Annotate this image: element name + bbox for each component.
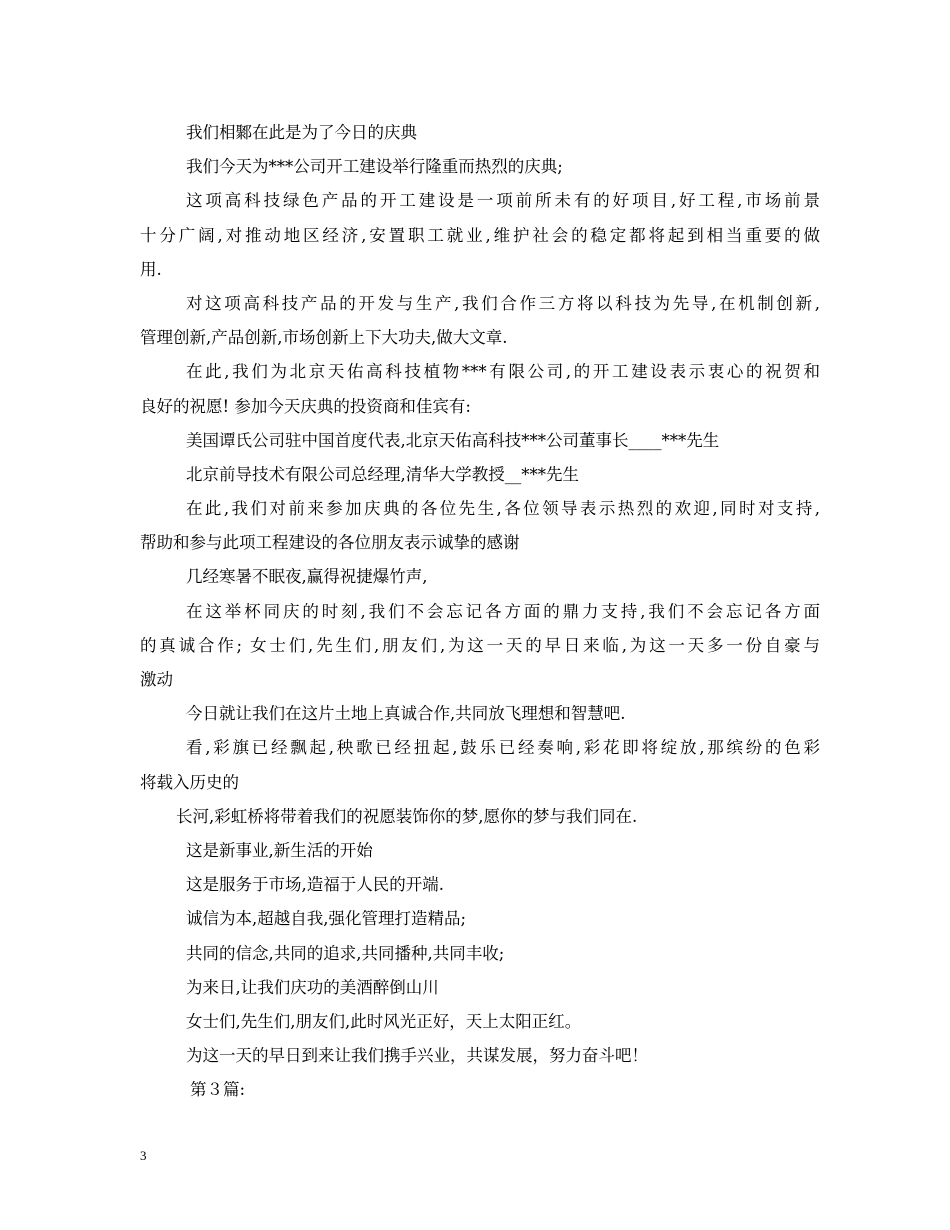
text-line: 为这一天的早日到来让我们携手兴业，共谋发展，努力奋斗吧！ <box>186 1046 648 1066</box>
section-heading: 第３篇: <box>190 1080 246 1100</box>
text-line: 看,彩旗已经飘起,秧歌已经扭起,鼓乐已经奏响,彩花即将绽放,那缤纷的色彩 <box>186 738 820 758</box>
text-line: 良好的祝愿! 参加今天庆典的投资商和佳宾有: <box>140 396 471 416</box>
text-line: 诚信为本,超越自我,强化管理打造精品; <box>186 909 467 929</box>
text-line: 在此,我们对前来参加庆典的各位先生,各位领导表示热烈的欢迎,同时对支持, <box>186 499 820 519</box>
text-line: 这是服务于市场,造福于人民的开端. <box>186 875 444 895</box>
document-body <box>140 116 820 1107</box>
text-line: 今日就让我们在这片土地上真诚合作,共同放飞理想和智慧吧. <box>186 704 626 724</box>
text-line: 管理创新,产品创新,市场创新上下大功夫,做大文章. <box>140 328 508 348</box>
text-line: 我们相鄹在此是为了今日的庆典 <box>186 123 417 142</box>
text-line: 共同的信念,共同的追求,共同播种,共同丰收; <box>186 943 505 963</box>
text-line: 在这举杯同庆的时刻,我们不会忘记各方面的鼎力支持,我们不会忘记各方面 <box>186 601 820 621</box>
text-line: 的真诚合作; 女士们,先生们,朋友们,为这一天的早日来临,为这一天多一份自豪与 <box>140 635 820 655</box>
text-line: 将载入历史的 <box>140 772 239 792</box>
page-number: 3 <box>140 1148 147 1163</box>
text-line: 十分广阔,对推动地区经济,安置职工就业,维护社会的稳定都将起到相当重要的做 <box>140 225 820 245</box>
text-line: 在此,我们为北京天佑高科技植物***有限公司,的开工建设表示衷心的祝贺和 <box>186 362 820 382</box>
text-line: 美国谭氏公司驻中国首度代表,北京天佑高科技***公司董事长____***先生 <box>186 430 720 450</box>
text-line: 为来日,让我们庆功的美酒醉倒山川 <box>186 977 439 997</box>
text-line: 用. <box>140 259 162 279</box>
text-line: 这项高科技绿色产品的开工建设是一项前所未有的好项目,好工程,市场前景 <box>186 191 820 211</box>
text-line: 激动 <box>140 670 173 689</box>
text-line: 我们今天为***公司开工建设举行隆重而热烈的庆典; <box>186 157 563 177</box>
text-line: 女士们,先生们,朋友们,此时风光正好，天上太阳正红。 <box>186 1011 582 1031</box>
text-line: 北京前导技术有限公司总经理,清华大学教授__***先生 <box>186 464 579 484</box>
text-line: 对这项高科技产品的开发与生产,我们合作三方将以科技为先导,在机制创新, <box>186 293 820 313</box>
text-line: 长河,彩虹桥将带着我们的祝愿装饰你的梦,愿你的梦与我们同在. <box>176 806 638 826</box>
text-line: 帮助和参与此项工程建设的各位朋友表示诚挚的感谢 <box>140 533 520 553</box>
text-line: 几经寒暑不眠夜,赢得祝捷爆竹声, <box>186 567 428 587</box>
text-line: 这是新事业,新生活的开始 <box>186 840 373 860</box>
